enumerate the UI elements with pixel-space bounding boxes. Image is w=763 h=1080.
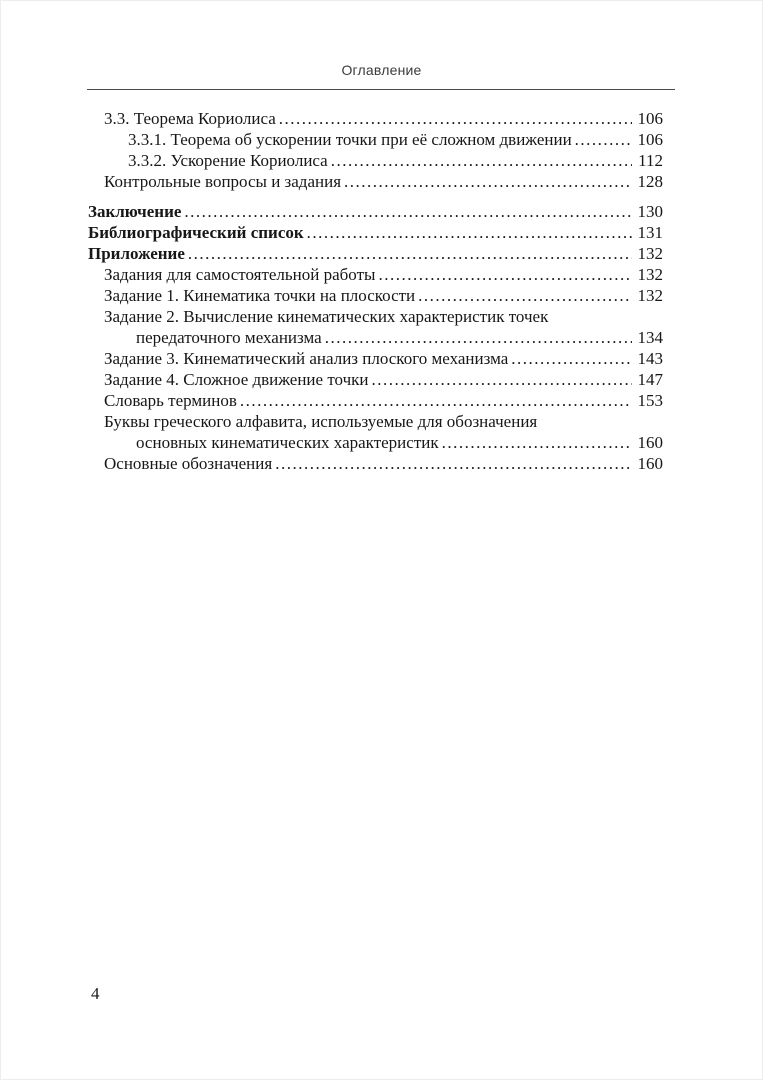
toc-page-number: 131	[637, 223, 663, 242]
toc-page-number: 143	[637, 349, 663, 368]
toc-row	[104, 348, 663, 369]
toc-entry-label: Буквы греческого алфавита, используемые для обозначения	[104, 412, 538, 431]
toc-row	[104, 285, 663, 306]
toc-leader-dots	[304, 222, 632, 243]
toc-leader-dots	[375, 264, 631, 285]
toc-entry-label: Задание 2. Вычисление кинематических характеристик точек	[104, 307, 549, 326]
toc-page-number: 147	[637, 370, 663, 389]
toc-leader-dots	[181, 201, 631, 222]
toc-leader-dots	[369, 369, 632, 390]
toc-entry-label: Приложение	[88, 244, 185, 263]
toc-page-number: 160	[637, 454, 663, 473]
toc-entry-label: 3.3.2. Ускорение Кориолиса	[128, 151, 328, 170]
toc-row	[88, 243, 663, 264]
toc-leader-dots	[439, 432, 632, 453]
toc-entry-label: Библиографический список	[88, 223, 304, 242]
toc-page-number: 160	[637, 433, 663, 452]
toc-entry-label: передаточного механизма	[136, 328, 322, 347]
toc-entry-label: Контрольные вопросы и задания	[104, 172, 342, 191]
toc-leader-dots	[237, 390, 632, 411]
toc-leader-dots	[322, 327, 632, 348]
toc-row	[88, 201, 663, 222]
toc-leader-dots	[572, 129, 632, 150]
toc-entry-label: Словарь терминов	[104, 391, 237, 410]
toc-row	[104, 108, 663, 129]
toc-page-number: 132	[637, 265, 663, 284]
running-header: Оглавление	[341, 62, 422, 78]
toc-entry-label: Заключение	[88, 202, 182, 221]
toc-row	[104, 390, 663, 411]
toc-row	[104, 306, 663, 327]
toc-page-number: 112	[638, 151, 663, 170]
toc-row	[104, 369, 663, 390]
toc-page-number: 153	[637, 391, 663, 410]
toc-entry-label: Задание 3. Кинематический анализ плоского механизма	[104, 349, 509, 368]
toc-page-number: 132	[637, 286, 663, 305]
toc-leader-dots	[328, 150, 632, 171]
header-rule	[87, 89, 675, 90]
toc-leader-dots	[185, 243, 632, 264]
toc-row	[136, 432, 663, 453]
page-number-folio: 4	[91, 984, 100, 1003]
toc-leader-dots	[508, 348, 631, 369]
toc-leader-dots	[415, 285, 631, 306]
toc-entry-label: Основные обозначения	[104, 454, 273, 473]
toc-entry-label: 3.3.1. Теорема об ускорении точки при её сложном движении	[128, 130, 572, 149]
toc-row	[88, 222, 663, 243]
toc-entry-label: основных кинематических характеристик	[136, 433, 439, 452]
toc-entry-label: 3.3. Теорема Кориолиса	[104, 109, 276, 128]
toc-row	[104, 264, 663, 285]
toc-page-number: 106	[637, 109, 663, 128]
toc-leader-dots	[276, 108, 632, 129]
toc-row	[128, 129, 663, 150]
toc-entry-label: Задание 1. Кинематика точки на плоскости	[104, 286, 416, 305]
toc-page-number: 106	[637, 130, 663, 149]
toc-row	[104, 453, 663, 474]
toc-page-number: 128	[637, 172, 663, 191]
toc-entry-label: Задания для самостоятельной работы	[104, 265, 376, 284]
toc-row	[104, 171, 663, 192]
toc-page-number: 130	[637, 202, 663, 221]
toc-row	[136, 327, 663, 348]
toc-page-number: 134	[637, 328, 663, 347]
toc-page-number: 132	[637, 244, 663, 263]
toc-row	[128, 150, 663, 171]
toc-entry-label: Задание 4. Сложное движение точки	[104, 370, 369, 389]
toc-leader-dots	[341, 171, 631, 192]
toc-row	[104, 411, 663, 432]
toc-leader-dots	[272, 453, 631, 474]
table-of-contents	[88, 108, 663, 474]
